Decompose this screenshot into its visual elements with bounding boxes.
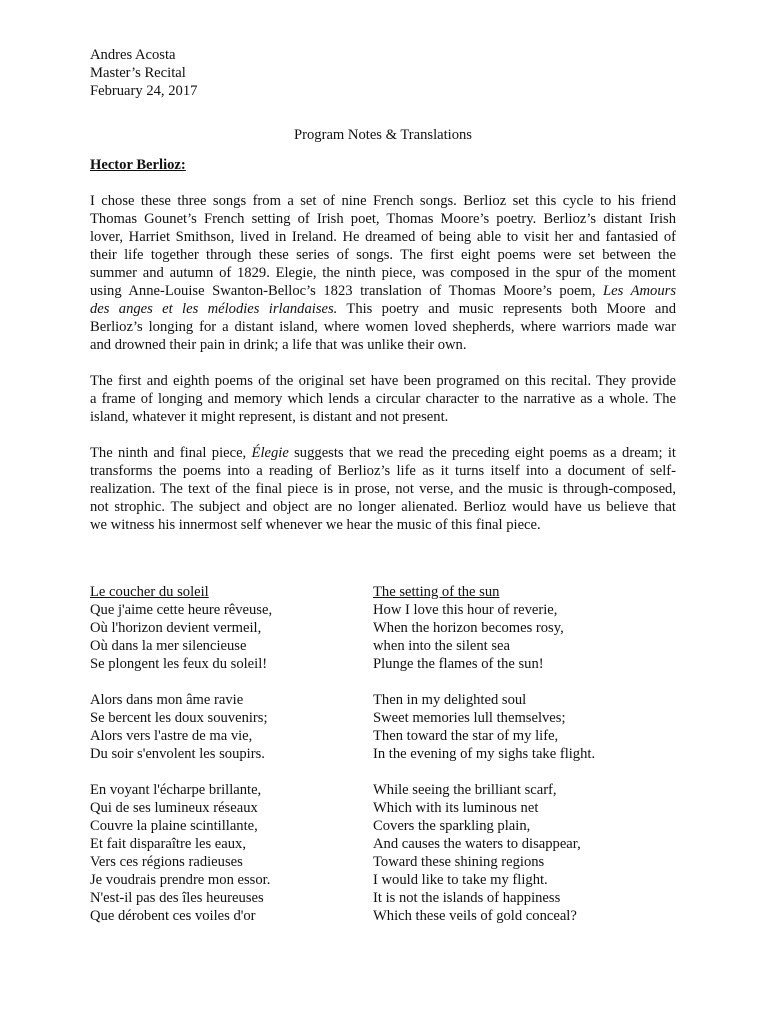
english-verse: While seeing the brilliant scarf, — [373, 782, 557, 798]
paragraph-intro — [90, 192, 676, 354]
author-name: Andres Acosta — [90, 47, 176, 63]
paragraph-line-mixed — [90, 282, 676, 300]
poem-title-italic: des anges et les mélodies irlandaises. — [90, 301, 338, 317]
french-stanza — [90, 601, 373, 673]
french-poem-title: Le coucher du soleil — [90, 584, 209, 600]
french-verse: Que dérobent ces voiles d'or — [90, 908, 256, 924]
english-stanza — [373, 691, 673, 763]
event-date: February 24, 2017 — [90, 83, 198, 99]
french-verse: Alors vers l'astre de ma vie, — [90, 728, 253, 744]
english-verse: In the evening of my sighs take flight. — [373, 746, 596, 762]
paragraph-line: lover, Harriet Smithson, lived in Ireland. He dreamed of being able to visit her and fantasied of — [90, 229, 676, 245]
paragraph-text: The ninth and final piece, — [90, 445, 252, 461]
french-verse: En voyant l'écharpe brillante, — [90, 782, 262, 798]
english-stanza — [373, 781, 673, 925]
english-verse: I would like to take my flight. — [373, 872, 548, 888]
english-stanza — [373, 601, 673, 673]
stanza-1 — [90, 601, 690, 673]
paragraph-line: and drowned their pain in drink; a life that was unlike their own. — [90, 337, 467, 353]
french-verse: Qui de ses lumineux réseaux — [90, 800, 258, 816]
english-verse: Then in my delighted soul — [373, 692, 527, 708]
english-verse: Which these veils of gold conceal? — [373, 908, 577, 924]
french-verse: Du soir s'envolent les soupirs. — [90, 746, 265, 762]
english-verse: Toward these shining regions — [373, 854, 545, 870]
french-verse: Vers ces régions radieuses — [90, 854, 243, 870]
paragraph-text: using Anne-Louise Swanton-Belloc’s 1823 translation of Thomas Moore’s poem, — [90, 283, 596, 299]
paragraph-line: I chose these three songs from a set of nine French songs. Berlioz set this cycle to his friend — [90, 193, 676, 209]
french-verse: Et fait disparaître les eaux, — [90, 836, 247, 852]
paragraph-line-mixed — [90, 444, 676, 462]
english-verse: when into the silent sea — [373, 638, 510, 654]
french-verse: Que j'aime cette heure rêveuse, — [90, 602, 273, 618]
french-verse: Alors dans mon âme ravie — [90, 692, 244, 708]
french-verse: Où dans la mer silencieuse — [90, 638, 247, 654]
composer-heading: Hector Berlioz: — [90, 157, 186, 173]
piece-title-italic: Élegie — [251, 445, 289, 461]
english-verse: Covers the sparkling plain, — [373, 818, 531, 834]
stanza-2 — [90, 691, 690, 763]
english-verse: When the horizon becomes rosy, — [373, 620, 564, 636]
paragraph-line: summer and autumn of 1829. Elegie, the ninth piece, was composed in the spur of the moment — [90, 265, 676, 281]
paragraph-text: suggests that we read the preceding eight poems as a dream; it — [288, 445, 676, 461]
paragraph-elegie — [90, 444, 676, 534]
paragraph-line: island, whatever it might represent, is distant and not present. — [90, 409, 449, 425]
paragraph-frame — [90, 372, 676, 426]
poem-title-italic: Les Amours — [603, 283, 676, 299]
french-verse: N'est-il pas des îles heureuses — [90, 890, 264, 906]
english-verse: How I love this hour of reverie, — [373, 602, 558, 618]
french-stanza — [90, 781, 373, 925]
stanza-3 — [90, 781, 690, 925]
english-verse: Sweet memories lull themselves; — [373, 710, 566, 726]
event-name: Master’s Recital — [90, 65, 186, 81]
paragraph-line-mixed — [90, 300, 676, 318]
paragraph-line: Thomas Gounet’s French setting of Irish poet, Thomas Moore’s poetry. Berlioz’s distant Irish — [90, 211, 676, 227]
paragraph-text: This poetry and music represents both Moore and — [337, 301, 676, 317]
english-verse: It is not the islands of happiness — [373, 890, 561, 906]
english-verse: And causes the waters to disappear, — [373, 836, 581, 852]
document-page — [90, 46, 676, 552]
page-title: Program Notes & Translations — [294, 127, 472, 143]
french-stanza — [90, 691, 373, 763]
paragraph-line: Berlioz’s longing for a distant island, where women loved shepherds, where warriors made war — [90, 319, 676, 335]
english-verse: Plunge the flames of the sun! — [373, 656, 544, 672]
french-verse: Se bercent les doux souvenirs; — [90, 710, 268, 726]
poem-title-row — [90, 583, 690, 601]
paragraph-line: transforms the poems into a reading of Berlioz’s life as it turns itself into a document of self- — [90, 463, 676, 479]
paragraph-line: a frame of longing and memory which lends a circular character to the narrative as a whole. The — [90, 391, 676, 407]
french-verse: Couvre la plaine scintillante, — [90, 818, 258, 834]
english-poem-title: The setting of the sun — [373, 584, 500, 600]
french-verse: Où l'horizon devient vermeil, — [90, 620, 262, 636]
poem-translation-table — [90, 583, 690, 943]
french-verse: Se plongent les feux du soleil! — [90, 656, 268, 672]
paragraph-line: realization. The text of the final piece is in prose, not verse, and the music is through-composed, — [90, 481, 676, 497]
french-verse: Je voudrais prendre mon essor. — [90, 872, 271, 888]
paragraph-line: their life together through these series of songs. The first eight poems were set between the — [90, 247, 676, 263]
paragraph-line: The first and eighth poems of the original set have been programed on this recital. They provide — [90, 373, 676, 389]
english-verse: Which with its luminous net — [373, 800, 539, 816]
paragraph-line: not strophic. The subject and object are no longer alienated. Berlioz would have us believe that — [90, 499, 676, 515]
english-verse: Then toward the star of my life, — [373, 728, 559, 744]
paragraph-line: we witness his innermost self whenever we hear the music of this final piece. — [90, 517, 541, 533]
